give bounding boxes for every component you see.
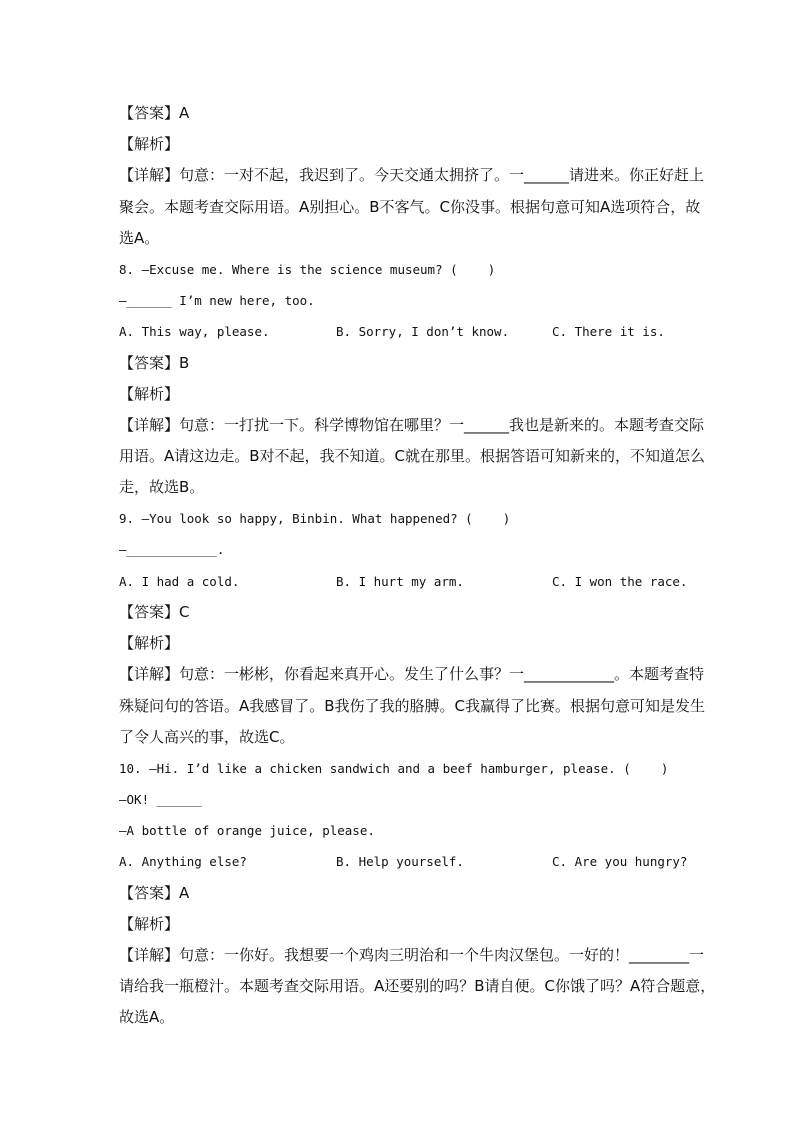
q8-detail-line-3: 走，故选B。 [119,478,205,496]
q9-option-a: A. I had a cold. [119,574,240,589]
q10-analysis-heading: 【解析】 [119,915,180,933]
q7-analysis-heading: 【解析】 [119,135,180,153]
q8-detail-line-1: 【详解】句意：一打扰一下。科学博物馆在哪里？一______我也是新来的。本题考查交际 [119,416,705,434]
q10-detail-line-1: 【详解】句意：一你好。我想要一个鸡肉三明治和一个牛肉汉堡包。一好的！________一 [119,946,705,964]
q10-question: 10. —Hi. I’d like a chicken sandwich and a beef hamburger, please. ( ) [119,761,669,776]
q7-detail-line-3: 选A。 [119,229,160,247]
q10-detail-line-2: 请给我一瓶橙汁。本题考查交际用语。A还要别的吗？B请自便。C你饿了吗？A符合题意， [119,977,716,995]
q10-option-b: B. Help yourself. [336,854,464,869]
q10-answer: 【答案】A [119,884,190,902]
q10-reply-1: —OK! ______ [119,792,202,807]
q8-option-b: B. Sorry, I don’t know. [336,324,510,339]
q10-detail-line-3: 故选A。 [119,1008,175,1026]
q9-analysis-heading: 【解析】 [119,634,180,652]
q8-answer: 【答案】B [119,354,190,372]
q8-detail-line-2: 用语。A请这边走。B对不起，我不知道。C就在那里。根据答语可知新来的，不知道怎么 [119,447,706,465]
q10-option-c: C. Are you hungry? [552,854,688,869]
q9-detail-line-3: 了令人高兴的事，故选C。 [119,728,295,746]
q9-option-b: B. I hurt my arm. [336,574,464,589]
q9-reply: —____________. [119,542,225,557]
q7-detail-line-2: 聚会。本题考查交际用语。A别担心。B不客气。C你没事。根据句意可知A选项符合，故 [119,198,701,216]
q9-detail-line-2: 殊疑问句的答语。A我感冒了。B我伤了我的胳膊。C我赢得了比赛。根据句意可知是发生 [119,697,706,715]
q9-detail-line-1: 【详解】句意：一彬彬，你看起来真开心。发生了什么事？一____________。本题考查特 [119,665,705,683]
q10-option-a: A. Anything else? [119,854,247,869]
q8-option-a: A. This way, please. [119,324,270,339]
q8-reply: —______ I’m new here, too. [119,293,315,308]
q7-detail-line-1: 【详解】句意：一对不起，我迟到了。今天交通太拥挤了。一______请进来。你正好赶上 [119,166,705,184]
q8-analysis-heading: 【解析】 [119,385,180,403]
q9-option-c: C. I won the race. [552,574,688,589]
q10-reply-2: —A bottle of orange juice, please. [119,823,375,838]
q9-answer: 【答案】C [119,603,190,621]
q8-option-c: C. There it is. [552,324,665,339]
q8-question: 8. —Excuse me. Where is the science museum? ( ) [119,262,496,277]
q9-question: 9. —You look so happy, Binbin. What happened? ( ) [119,511,511,526]
q7-answer: 【答案】A [119,104,190,122]
